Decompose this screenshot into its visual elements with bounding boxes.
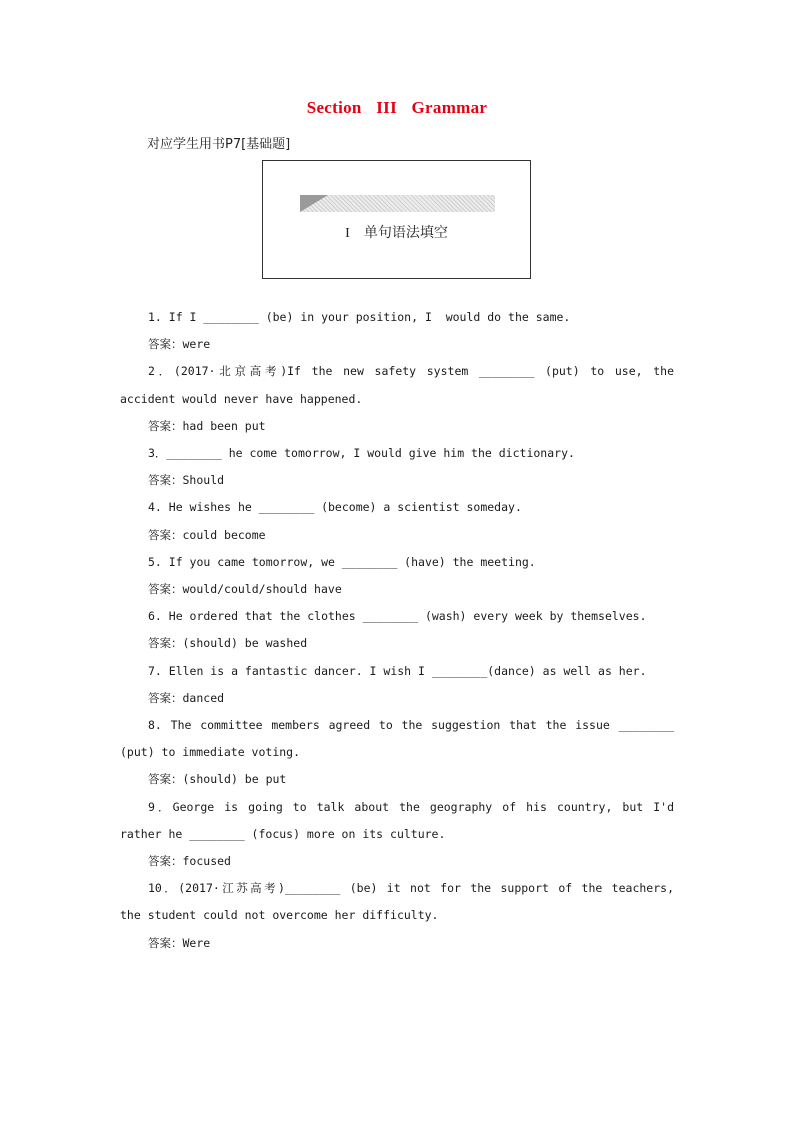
question-6: 6. He ordered that the clothes ________ (wash) every week by themselves. xyxy=(148,609,647,624)
question-10: 10．(2017·江苏高考)________ (be) it not for the support of the teachers, xyxy=(148,881,674,896)
question-9: 9．George is going to talk about the geography of his country, but I'd xyxy=(148,799,674,814)
question-2-cont: accident would never have happened. xyxy=(120,391,363,406)
answer-8: 答案：(should) be put xyxy=(148,772,287,787)
answer-1: 答案：were xyxy=(148,337,211,352)
band-corner-icon xyxy=(300,195,328,212)
question-1: 1. If I ________ (be) in your position, I would do the same. xyxy=(148,310,571,324)
section-heading-text: 单句语法填空 xyxy=(363,225,448,241)
question-10-cont: the student could not overcome her difficulty. xyxy=(120,908,439,923)
section-box xyxy=(262,160,531,279)
decorative-band xyxy=(300,195,495,212)
answer-2: 答案：had been put xyxy=(148,418,266,433)
section-heading xyxy=(263,222,530,242)
question-2: 2．(2017·北京高考)If the new safety system ________ (put) to use, the xyxy=(148,364,674,379)
answer-3: 答案：Should xyxy=(148,473,225,488)
section-numeral: I xyxy=(345,226,350,241)
question-8: 8. The committee members agreed to the suggestion that the issue ________ xyxy=(148,718,674,733)
page-title: Section III Grammar xyxy=(306,98,488,117)
question-5: 5. If you came tomorrow, we ________ (have) the meeting. xyxy=(148,554,536,569)
question-8-cont: (put) to immediate voting. xyxy=(120,745,301,760)
question-4: 4. He wishes he ________ (become) a scientist someday. xyxy=(148,500,522,515)
answer-10: 答案：Were xyxy=(148,935,211,950)
textbook-reference: 对应学生用书P7[基础题] xyxy=(147,137,291,152)
answer-6: 答案：(should) be washed xyxy=(148,636,308,651)
exercise-list xyxy=(120,304,674,957)
answer-9: 答案：focused xyxy=(148,854,231,869)
answer-7: 答案：danced xyxy=(148,690,225,705)
question-3: 3．________ he come tomorrow, I would give him the dictionary. xyxy=(148,446,575,461)
answer-4: 答案：could become xyxy=(148,527,266,542)
question-7: 7. Ellen is a fantastic dancer. I wish I ________(dance) as well as her. xyxy=(148,663,647,678)
question-9-cont: rather he ________ (focus) more on its culture. xyxy=(120,826,446,841)
answer-5: 答案：would/could/should have xyxy=(148,582,342,597)
